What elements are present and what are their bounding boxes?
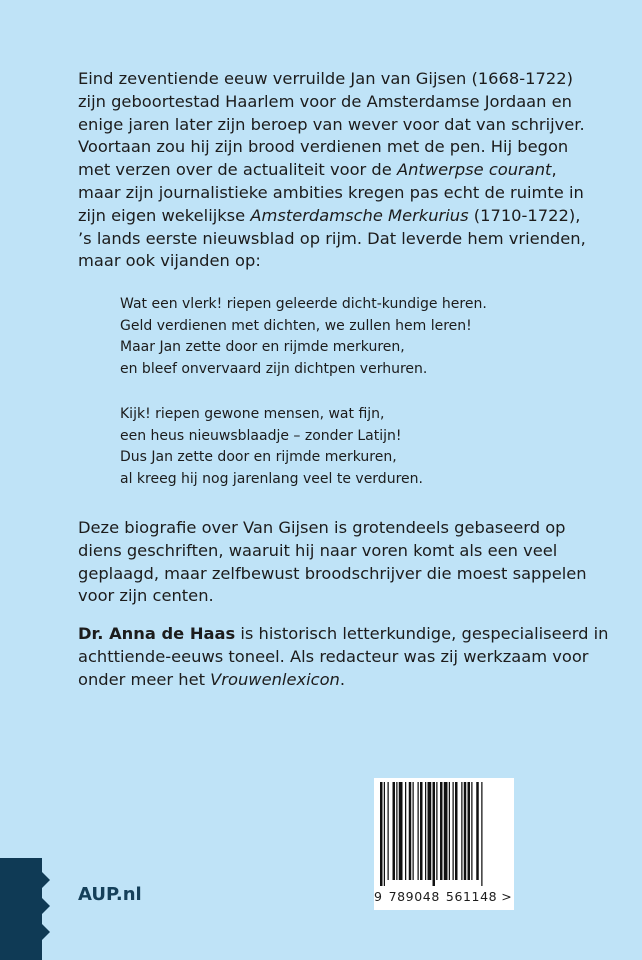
barcode-bar xyxy=(405,782,406,880)
bio-line: geplaagd, maar zelfbewust broodschrijver die moest sappelen xyxy=(78,563,587,583)
lexicon-title: Vrouwenlexicon xyxy=(210,669,340,689)
barcode-bar xyxy=(433,782,436,886)
barcode-digit-group: 561148 xyxy=(445,889,498,904)
barcode-bar xyxy=(380,782,383,886)
barcode-bar xyxy=(388,782,389,880)
barcode-digit-group: 789048 xyxy=(388,889,440,904)
barcode-bar xyxy=(418,782,419,880)
barcode-bar xyxy=(428,782,432,880)
barcode-bar xyxy=(481,782,482,886)
intro-text: met verzen over de actualiteit voor de xyxy=(78,160,397,180)
barcode-bar xyxy=(420,782,423,880)
poem-stanza-2 xyxy=(120,404,540,490)
bio-line: voor zijn centen. xyxy=(78,586,214,606)
barcode-bar xyxy=(399,782,403,880)
decorative-strip xyxy=(0,858,56,960)
poem-line: Maar Jan zette door en rijmde merkuren, xyxy=(120,339,405,356)
barcode-bar xyxy=(409,782,412,880)
barcode-bar xyxy=(425,782,426,880)
author-line: achttiende-eeuws toneel. Als redacteur was zij werkzaam voor xyxy=(78,646,589,666)
author-text: onder meer het xyxy=(78,669,211,689)
poem-line: Geld verdienen met dichten, we zullen hem leren! xyxy=(120,317,472,334)
bio-line: Deze biografie over Van Gijsen is grotendeels gebaseerd op xyxy=(78,518,566,537)
intro-line xyxy=(78,205,598,228)
bio-line: diens geschriften, waaruit hij naar voren komt als een veel xyxy=(78,540,558,560)
author-text: . xyxy=(339,669,346,689)
intro-text: zijn eigen wekelijkse xyxy=(78,205,251,225)
barcode-arrow: > xyxy=(501,889,513,904)
barcode-digits xyxy=(374,889,534,904)
poem-line: een heus nieuwsblaadje – zonder Latijn! xyxy=(120,427,402,444)
strip-shape xyxy=(0,858,50,960)
author-text: is historisch letterkundige, gespecialiseerd in xyxy=(235,624,609,643)
barcode-bar xyxy=(453,782,454,880)
barcode-bar xyxy=(440,782,443,880)
newspaper-title: Antwerpse courant xyxy=(396,160,552,180)
poem-line: en bleef onvervaard zijn dichtpen verhuren. xyxy=(120,360,428,377)
newspaper-title: Amsterdamsche Merkurius xyxy=(250,205,469,225)
intro-line: enige jaren later zijn beroep van wever voor dat van schrijver. xyxy=(78,114,585,134)
intro-text: (1710-1722), xyxy=(468,205,581,225)
barcode-bar xyxy=(396,782,397,880)
author-name: Dr. Anna de Haas xyxy=(78,624,236,643)
intro-line: maar zijn journalistieke ambities kregen pas echt de ruimte in xyxy=(78,182,584,202)
barcode-bar xyxy=(468,782,471,880)
barcode-bars xyxy=(374,778,514,888)
barcode-bar xyxy=(444,782,448,880)
barcode-bar xyxy=(449,782,450,880)
poem-line: Wat een vlerk! riepen geleerde dicht-kundige heren. xyxy=(120,296,487,312)
barcode-bar xyxy=(455,782,458,880)
intro-line: Voortaan zou hij zijn brood verdienen met de pen. Hij begon xyxy=(78,137,569,157)
intro-line xyxy=(78,159,598,182)
barcode-bar xyxy=(436,782,437,880)
barcode-bar xyxy=(464,782,467,880)
author-line xyxy=(78,623,609,646)
barcode-bar xyxy=(471,782,472,880)
author-line xyxy=(78,669,598,692)
barcode-bar xyxy=(393,782,396,880)
poem-line: al kreeg hij nog jarenlang veel te verduren. xyxy=(120,470,423,487)
intro-line: Eind zeventiende eeuw verruilde Jan van Gijsen (1668-1722) xyxy=(78,69,573,88)
poem-line: Dus Jan zette door en rijmde merkuren, xyxy=(120,449,397,466)
intro-text: , xyxy=(551,160,557,180)
barcode-bar xyxy=(461,782,462,880)
poem-line: Kijk! riepen gewone mensen, wat fijn, xyxy=(120,406,385,422)
intro-paragraph xyxy=(78,68,598,273)
barcode-bar xyxy=(476,782,479,880)
bio-paragraph xyxy=(78,517,598,608)
publisher-link[interactable]: AUP.nl xyxy=(78,884,142,905)
poem-stanza-1 xyxy=(120,294,540,380)
barcode-bar xyxy=(413,782,414,880)
barcode-bar xyxy=(384,782,385,886)
intro-line: ’s lands eerste nieuwsblad op rijm. Dat leverde hem vrienden, xyxy=(78,228,586,248)
intro-line: zijn geboortestad Haarlem voor de Amsterdamse Jordaan en xyxy=(78,91,572,111)
intro-line: maar ook vijanden op: xyxy=(78,251,261,271)
barcode-digit-first: 9 xyxy=(374,889,383,904)
author-paragraph xyxy=(78,623,609,691)
